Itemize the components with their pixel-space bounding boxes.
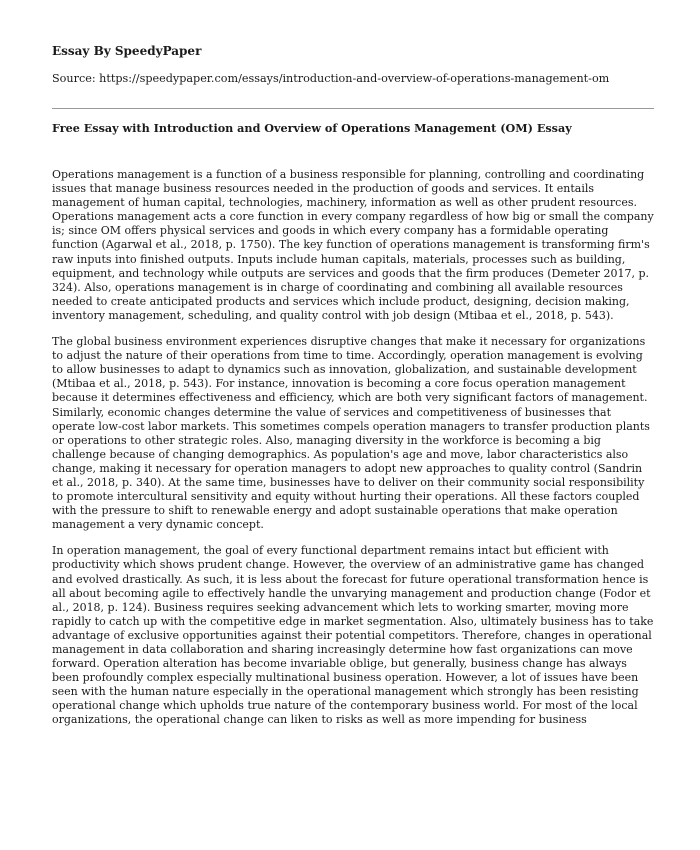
paragraph-2: The global business environment experiences disruptive changes that make it necessary for organizations to adjust the nature of their operations from time to time. Accordingly, operation management is evolving to allow businesses to adapt to dynamics such as innovation, globalization, and sustainable development (Mtibaa et al., 2018, p. 543). For instance, innovation is becoming a core focus operation management because it determines effectiveness and efficiency, which are both very significant factors of management. Similarly, economic changes determine the value of services and competitiveness of businesses that operate low-cost labor markets. This sometimes compels operation managers to transfer production plants or operations to other strategic roles. Also, managing diversity in the workforce is becoming a big challenge because of changing demographics. As population's age and move, labor characteristics also change, making it necessary for operation managers to adopt new approaches to quality control (Sandrin et al., 2018, p. 340). At the same time, businesses have to deliver on their community social responsibility to promote intercultural sensitivity and equity without hurting their operations. All these factors coupled with the pressure to shift to renewable energy and adopt sustainable operations that make operation management a very dynamic concept. [52,335,650,532]
paragraph-3: In operation management, the goal of every functional department remains intact but efficient with productivity which shows prudent change. However, the overview of an administrative game has changed and evolved drastically. As such, it is less about the forecast for future operational transformation hence is all about becoming agile to effectively handle the unvarying management and production change (Fodor et al., 2018, p. 124). Business requires seeking advancement which lets to working smarter, moving more rapidly to catch up with the competitive edge in market segmentation. Also, ultimately business has to take advantage of exclusive opportunities against their potential competitors. Therefore, changes in operational management in data collaboration and sharing increasingly determine how fast organizations can move forward. Operation alteration has become invariable oblige, but generally, business change has always been profoundly complex especially multinational business operation. However, a lot of issues have been seen with the human nature especially in the operational management which strongly has been resisting operational change which upholds true nature of the contemporary business world. For most of the local organizations, the operational change can liken to risks as well as more impending for business [52,544,654,727]
source-line: Source: https://speedypaper.com/essays/introduction-and-overview-of-operations-management-om [52,72,610,85]
essay-title: Free Essay with Introduction and Overview of Operations Management (OM) Essay [52,121,572,135]
document-header-title: Essay By SpeedyPaper [52,44,202,58]
divider [52,108,654,109]
paragraph-1: Operations management is a function of a business responsible for planning, controlling and coordinating issues that manage business resources needed in the production of goods and services. It entails management of human capital, technologies, machinery, information as well as other prudent resources. Operations management acts a core function in every company regardless of how big or small the company is; since OM offers physical services and goods in which every company has a formidable operating function (Agarwal et al., 2018, p. 1750). The key function of operations management is transforming firm's raw inputs into finished outputs. Inputs include human capitals, materials, processes such as building, equipment, and technology while outputs are services and goods that the firm produces (Demeter 2017, p. 324). Also, operations management is in charge of coordinating and combining all available resources needed to create anticipated products and services which include product, designing, decision making, inventory management, scheduling, and quality control with job design (Mtibaa et el., 2018, p. 543). [52,168,654,322]
essay-body [52,168,654,740]
